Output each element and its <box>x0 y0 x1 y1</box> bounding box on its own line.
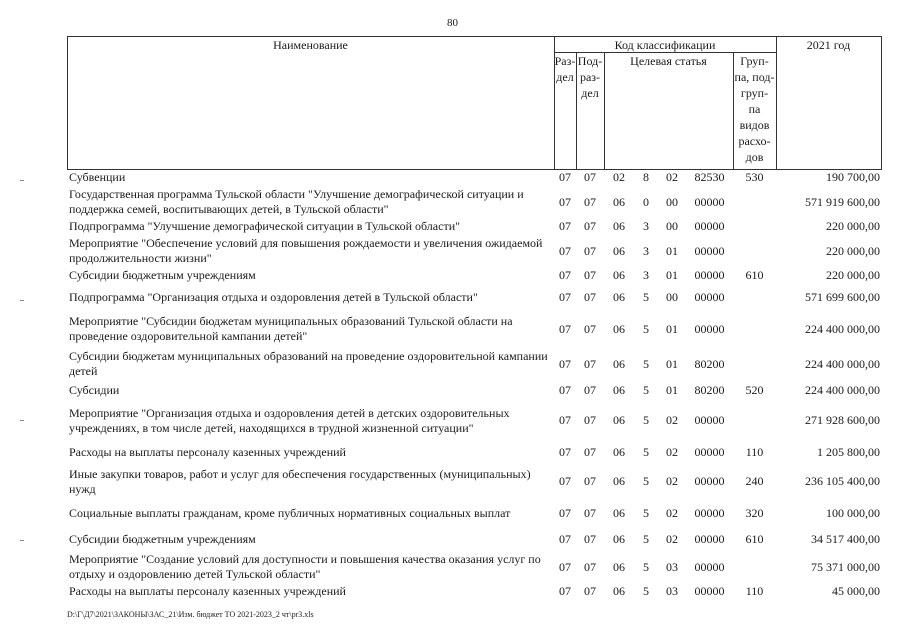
header-code-group: Код классификации <box>614 38 716 52</box>
row-name: Мероприятие "Создание условий для доступности и повышения качества оказания услуг по отдыху и оздоровлению детей Тульской области" <box>69 552 541 581</box>
table-header <box>67 36 882 170</box>
row-subsection: 07 <box>584 219 596 233</box>
row-direction-code: 00000 <box>694 194 725 209</box>
row-event-code: 02 <box>666 445 678 459</box>
row-subprogram-code: 5 <box>643 559 649 574</box>
table-row <box>67 310 882 348</box>
row-amount: 75 371 000,00 <box>811 559 880 574</box>
row-subsection: 07 <box>584 532 596 546</box>
row-expense-type <box>733 310 776 348</box>
row-name: Мероприятие "Обеспечение условий для повышения рождаемости и увеличения ожидаемой продолжительности жизни" <box>69 236 543 265</box>
row-name: Субсидии бюджетам муниципальных образований на проведение оздоровительной кампании детей <box>69 349 548 378</box>
row-expense-type: 520 <box>745 382 764 397</box>
row-expense-type <box>733 551 776 583</box>
row-event-code: 01 <box>666 268 678 282</box>
budget-table <box>67 169 882 600</box>
row-expense-type: 610 <box>745 268 764 282</box>
row-event-code: 03 <box>666 559 678 574</box>
row-subsection: 07 <box>584 445 596 459</box>
row-section: 07 <box>559 356 571 371</box>
row-section: 07 <box>559 289 571 304</box>
row-section: 07 <box>559 219 571 233</box>
table-row <box>67 499 882 528</box>
row-program-code: 02 <box>613 170 625 184</box>
row-subprogram-code: 5 <box>643 474 649 488</box>
table-row <box>67 284 882 310</box>
row-section: 07 <box>559 559 571 574</box>
row-amount: 220 000,00 <box>826 243 880 258</box>
row-expense-type <box>733 186 776 218</box>
row-event-code: 01 <box>666 243 678 258</box>
row-event-code: 00 <box>666 219 678 233</box>
row-section: 07 <box>559 382 571 397</box>
row-expense-type: 610 <box>745 532 764 546</box>
row-name: Субсидии <box>69 382 120 397</box>
row-amount: 224 400 000,00 <box>805 382 880 397</box>
row-subprogram-code: 5 <box>643 506 649 520</box>
table-row <box>67 186 882 218</box>
row-amount: 224 400 000,00 <box>805 321 880 336</box>
row-subsection: 07 <box>584 559 596 574</box>
row-direction-code: 00000 <box>694 219 725 233</box>
row-direction-code: 00000 <box>694 445 725 459</box>
row-subprogram-code: 5 <box>643 356 649 371</box>
row-amount: 271 928 600,00 <box>805 413 880 427</box>
row-direction-code: 00000 <box>694 268 725 282</box>
row-direction-code: 80200 <box>694 382 725 397</box>
row-program-code: 06 <box>613 243 625 258</box>
row-subprogram-code: 5 <box>643 289 649 304</box>
row-section: 07 <box>559 413 571 427</box>
row-subsection: 07 <box>584 170 596 184</box>
row-amount: 100 000,00 <box>826 506 880 520</box>
table-row <box>67 169 882 186</box>
row-program-code: 06 <box>613 559 625 574</box>
table-row <box>67 348 882 380</box>
row-expense-type: 240 <box>745 474 764 488</box>
row-name: Подпрограмма "Улучшение демографической ситуации в Тульской области" <box>69 219 461 233</box>
row-direction-code: 00000 <box>694 243 725 258</box>
row-event-code: 00 <box>666 289 678 304</box>
row-event-code: 02 <box>666 474 678 488</box>
row-subprogram-code: 5 <box>643 532 649 546</box>
row-direction-code: 00000 <box>694 584 725 598</box>
row-subsection: 07 <box>584 194 596 209</box>
row-name: Субвенции <box>69 170 126 184</box>
row-section: 07 <box>559 243 571 258</box>
row-direction-code: 00000 <box>694 559 725 574</box>
row-subprogram-code: 5 <box>643 382 649 397</box>
row-expense-type: 320 <box>745 506 764 520</box>
row-name: Расходы на выплаты персоналу казенных учреждений <box>69 445 346 459</box>
row-name: Расходы на выплаты персоналу казенных учреждений <box>69 584 346 598</box>
table-row <box>67 464 882 499</box>
row-program-code: 06 <box>613 445 625 459</box>
row-amount: 571 919 600,00 <box>805 194 880 209</box>
header-target-article: Целевая статья <box>630 54 707 68</box>
row-section: 07 <box>559 474 571 488</box>
row-amount: 571 699 600,00 <box>805 289 880 304</box>
table-row <box>67 218 882 235</box>
row-section: 07 <box>559 268 571 282</box>
header-year: 2021 год <box>806 38 851 52</box>
row-name: Субсидии бюджетным учреждениям <box>69 268 256 282</box>
row-subprogram-code: 5 <box>643 445 649 459</box>
row-direction-code: 00000 <box>694 532 725 546</box>
header-section: Раз- дел <box>554 54 576 84</box>
row-expense-type <box>733 400 776 441</box>
row-amount: 190 700,00 <box>826 170 880 184</box>
row-subsection: 07 <box>584 474 596 488</box>
row-direction-code: 00000 <box>694 321 725 336</box>
row-subsection: 07 <box>584 243 596 258</box>
row-name: Мероприятие "Субсидии бюджетам муниципальных образований Тульской области на проведение оздоровительной кампании детей" <box>69 314 513 343</box>
table-row <box>67 400 882 441</box>
row-subprogram-code: 5 <box>643 584 649 598</box>
row-amount: 1 205 800,00 <box>817 445 880 459</box>
row-event-code: 02 <box>666 413 678 427</box>
row-direction-code: 82530 <box>694 170 725 184</box>
row-subsection: 07 <box>584 413 596 427</box>
row-program-code: 06 <box>613 506 625 520</box>
table-row <box>67 583 882 600</box>
row-direction-code: 80200 <box>694 356 725 371</box>
row-program-code: 06 <box>613 289 625 304</box>
row-subsection: 07 <box>584 289 596 304</box>
row-subsection: 07 <box>584 356 596 371</box>
row-program-code: 06 <box>613 584 625 598</box>
row-program-code: 06 <box>613 474 625 488</box>
table-row <box>67 380 882 400</box>
row-expense-type: 110 <box>745 445 764 459</box>
row-amount: 34 517 400,00 <box>811 532 880 546</box>
row-subprogram-code: 5 <box>643 321 649 336</box>
row-program-code: 06 <box>613 268 625 282</box>
row-name: Подпрограмма "Организация отдыха и оздоровления детей в Тульской области" <box>69 289 478 304</box>
row-name: Субсидии бюджетным учреждениям <box>69 532 256 546</box>
row-subprogram-code: 3 <box>643 243 649 258</box>
row-section: 07 <box>559 532 571 546</box>
row-expense-type <box>733 284 776 310</box>
row-name: Иные закупки товаров, работ и услуг для обеспечения государственных (муниципальных) нужд <box>69 466 531 496</box>
table-row <box>67 528 882 551</box>
page-number: 80 <box>447 17 458 29</box>
row-subprogram-code: 8 <box>643 170 649 184</box>
row-direction-code: 00000 <box>694 289 725 304</box>
row-expense-type <box>733 235 776 267</box>
row-subsection: 07 <box>584 584 596 598</box>
row-event-code: 01 <box>666 382 678 397</box>
row-amount: 236 105 400,00 <box>805 474 880 488</box>
row-direction-code: 00000 <box>694 413 725 427</box>
table-row <box>67 235 882 267</box>
row-program-code: 06 <box>613 356 625 371</box>
row-program-code: 06 <box>613 194 625 209</box>
row-amount: 220 000,00 <box>826 219 880 233</box>
row-subprogram-code: 0 <box>643 194 649 209</box>
row-expense-type <box>733 218 776 235</box>
row-amount: 224 400 000,00 <box>805 356 880 371</box>
row-program-code: 06 <box>613 321 625 336</box>
row-section: 07 <box>559 506 571 520</box>
header-expense-group: Груп- па, под- груп- па видов расхо- дов <box>734 54 775 164</box>
row-expense-type: 110 <box>745 584 764 598</box>
row-amount: 220 000,00 <box>826 268 880 282</box>
row-event-code: 02 <box>666 532 678 546</box>
row-event-code: 01 <box>666 321 678 336</box>
table-row <box>67 551 882 583</box>
row-event-code: 03 <box>666 584 678 598</box>
row-event-code: 02 <box>666 170 678 184</box>
row-section: 07 <box>559 194 571 209</box>
row-direction-code: 00000 <box>694 474 725 488</box>
row-subsection: 07 <box>584 382 596 397</box>
row-subsection: 07 <box>584 506 596 520</box>
row-subprogram-code: 5 <box>643 413 649 427</box>
row-event-code: 02 <box>666 506 678 520</box>
row-section: 07 <box>559 321 571 336</box>
row-program-code: 06 <box>613 219 625 233</box>
table-row <box>67 267 882 284</box>
row-subprogram-code: 3 <box>643 268 649 282</box>
row-subsection: 07 <box>584 321 596 336</box>
row-direction-code: 00000 <box>694 506 725 520</box>
row-amount: 45 000,00 <box>832 584 880 598</box>
row-section: 07 <box>559 170 571 184</box>
header-subsection: Под- раз- дел <box>577 54 603 100</box>
row-event-code: 00 <box>666 194 678 209</box>
row-subprogram-code: 3 <box>643 219 649 233</box>
row-name: Государственная программа Тульской области "Улучшение демографической ситуации и поддержка семей, воспитывающих детей, в Тульской области" <box>69 187 524 216</box>
row-expense-type: 530 <box>745 170 764 184</box>
row-program-code: 06 <box>613 382 625 397</box>
row-program-code: 06 <box>613 532 625 546</box>
row-subsection: 07 <box>584 268 596 282</box>
row-name: Мероприятие "Организация отдыха и оздоровления детей в детских оздоровительных учреждениях, в том числе детей, находящихся в трудной жизненной ситуации" <box>69 405 510 435</box>
row-event-code: 01 <box>666 356 678 371</box>
header-name: Наименование <box>273 38 348 52</box>
row-program-code: 06 <box>613 413 625 427</box>
row-section: 07 <box>559 584 571 598</box>
file-path-footer: D:\Г\Д7\2021\ЗАКОНЫ\ЗАС_21\Изм. бюджет ТО 2021-2023_2 чт\pr3.xls <box>67 610 314 619</box>
row-section: 07 <box>559 445 571 459</box>
row-name: Социальные выплаты гражданам, кроме публичных нормативных социальных выплат <box>69 506 511 520</box>
row-expense-type <box>733 348 776 380</box>
table-row <box>67 441 882 464</box>
